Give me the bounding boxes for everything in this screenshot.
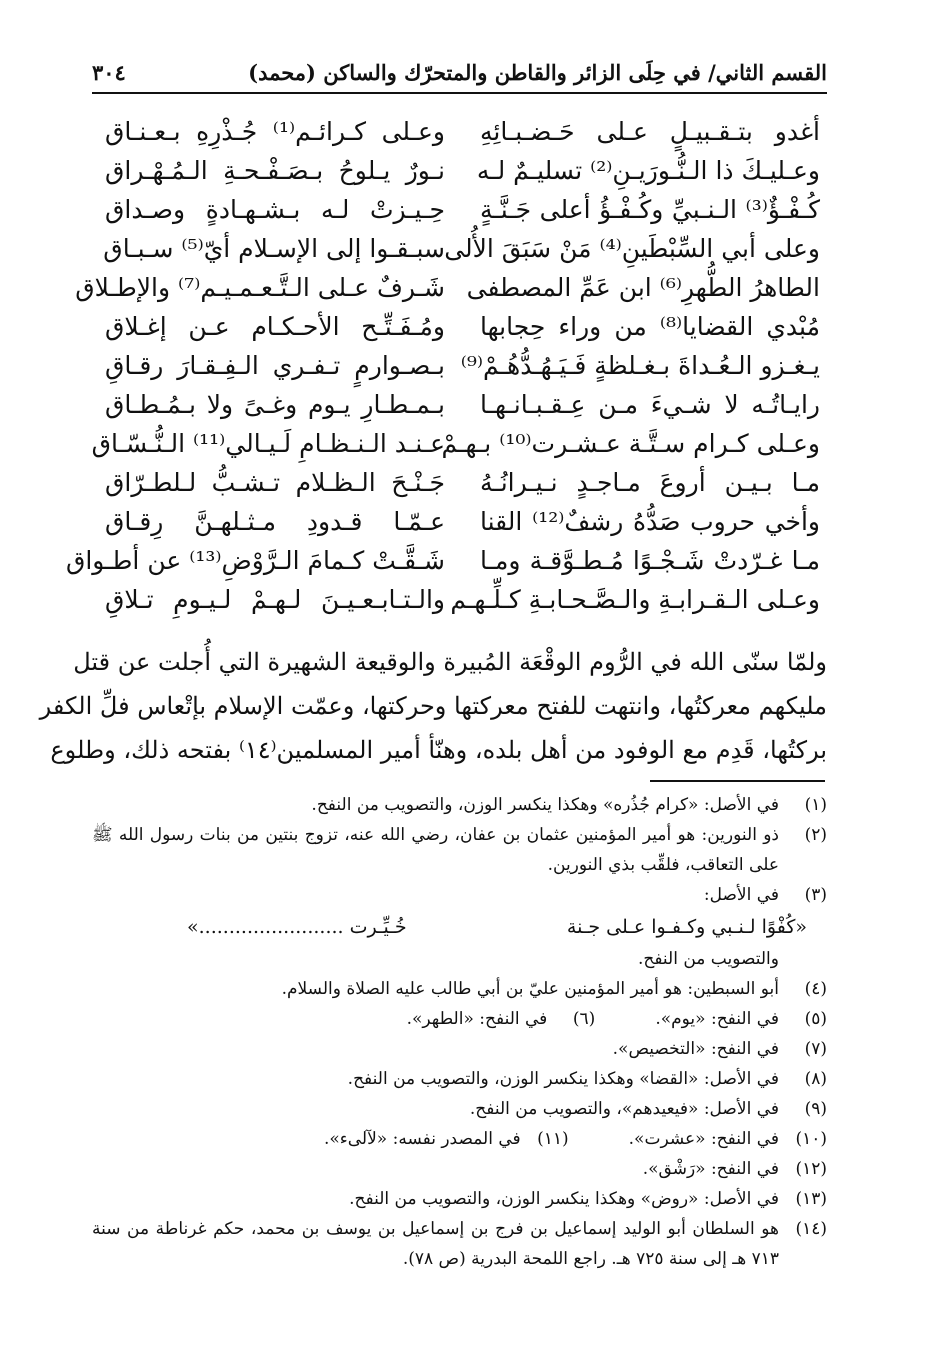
footnote-number: (٣) <box>804 885 827 905</box>
footnote <box>92 790 827 820</box>
footnote-verse-first: «كُفْوًا لـنـبي وكـفـوا عـلى جـنة <box>566 916 807 938</box>
first-hemistich: وعـلى كـرام سـتَّـة عـشـرت⁽¹⁰⁾ بـهـمْ <box>441 429 820 458</box>
verse-line <box>105 112 820 151</box>
footnote-number: (١) <box>804 795 827 815</box>
footnote-verse-second: خُـيِّـرت ........................» <box>187 916 407 938</box>
first-hemistich: أغدو بتـقـبيـلٍ عـلى حَـضـبـائِهِ <box>480 117 820 146</box>
verse-line <box>105 307 820 346</box>
second-hemistich: نـورٌ يـلوحُ بـصَـفْـحـةِ الـمُـهْـراق <box>105 156 445 185</box>
footnote <box>92 1064 827 1094</box>
footnotes <box>92 790 827 1274</box>
second-hemistich: جَـنْـحَ الـظـلام تـشـبُّ لـلطـرّاق <box>105 468 445 497</box>
footnote-text: ذو النورين: هو أمير المؤمنين عثمان بن عفان، رضي الله عنه، تزوج بنتين من بنات رسول الله ﷺ على التعاقب، فلقِّب بذي النورين. <box>92 825 779 875</box>
header-rule <box>92 92 827 94</box>
second-hemistich: شَـقَّـتْ كـمامَ الـرَّوْضِ⁽¹³⁾ عن أطـواق <box>65 546 445 575</box>
footnote <box>92 1214 827 1274</box>
verse-line <box>105 463 820 502</box>
footnote <box>92 1184 827 1214</box>
verse-line <box>105 151 820 190</box>
first-hemistich: الطاهرُ الطُّهرِ⁽⁶⁾ ابن عَمِّ المصطفى <box>466 273 820 302</box>
footnote-text: في النفح: «الطهر». <box>406 1009 548 1029</box>
first-hemistich: وعلى أبي السِّبْطَينِ⁽⁴⁾ مَنْ سَبَقَ الأُلى <box>444 234 820 263</box>
prose-line: بركتُها، قَدِم مع الوفود من أهل بلده، وهنّأ أمير المسلمين⁽١٤⁾ بفتحه ذلك، وطلوع <box>50 736 827 764</box>
first-hemistich: مـا غـرّدتْ شَـجْـوًا مُـطـوَّقـة ومـا <box>480 546 820 575</box>
first-hemistich: وعـليـكَ ذا الـنُّـورَيـنِ⁽²⁾ تسليـمٌ لـه <box>476 156 820 185</box>
poem <box>65 112 820 619</box>
footnote <box>92 880 827 910</box>
footnote-text: أبو السبطين: هو أمير المؤمنين عليّ بن أبي طالب عليه الصلاة والسلام. <box>281 979 779 999</box>
prose-line: ولمّا سنّى الله في الرُّوم الوقْعَة المُبيرة والوقيعة الشهيرة التي أُجلت عن قتل <box>73 648 827 676</box>
footnote-number: (٥) <box>804 1009 827 1029</box>
footnote-number: (٦) <box>572 1009 596 1029</box>
footnote-text: في النفح: «رَشْق». <box>642 1159 779 1179</box>
footnote-text: في الأصل: «فيعيدهم»، والتصويب من النفح. <box>469 1099 779 1119</box>
footnote-text: في الأصل: «كرام جُذُره» وهكذا ينكسر الوزن، والتصويب من النفح. <box>311 795 779 815</box>
page-header <box>92 52 827 92</box>
second-hemistich: شَـرفٌ عـلى الـتَّـعـمـيـم⁽⁷⁾ والإطـلاق <box>75 273 445 302</box>
footnote-pair <box>92 1004 827 1034</box>
prose-paragraph <box>39 640 827 772</box>
footnote-text: هو السلطان أبو الوليد إسماعيل بن فرج بن إسماعيل بن يوسف بن محمد، حكم غرناطة من سنة ٧١٣ هـ إلى سنة ٧٢٥ هـ. راجع اللمحة البدرية (ص ٧٨). <box>92 1219 779 1269</box>
footnote-verse <box>187 910 807 944</box>
first-hemistich: وعـلى الـقـرابـةِ والـصَّـحـابـةِ كـلِّـهـم <box>450 585 820 614</box>
footnote-text: في النفح: «عشرت». <box>628 1129 779 1149</box>
first-hemistich: كُـفْـؤٌ⁽³⁾ الـنـبيِّ وكُـفْـؤُ أعلى جَـنَّـةٍ <box>480 195 820 224</box>
verse-line <box>105 190 820 229</box>
verse-line <box>75 268 820 307</box>
verse-line <box>65 541 820 580</box>
footnote-pair <box>92 1124 827 1154</box>
first-hemistich: مُبْدي القضايا⁽⁸⁾ من وراء حِجابها <box>480 312 820 341</box>
footnote-number: (١٤) <box>795 1219 827 1239</box>
footnote-number: (٧) <box>804 1039 827 1059</box>
prose-line: مليكهم معركتُها، وانتهت للفتح معركتها وحركتها، وعمّت الإسلام بإتْعاس فلِّ الكفر <box>39 692 827 720</box>
second-hemistich: ومُـفَـتِّـح الأحـكـام عـن إغـلاق <box>105 312 445 341</box>
footnote <box>92 1154 827 1184</box>
footnote-number: (١٢) <box>795 1159 827 1179</box>
second-hemistich: عـنـد الـنـظـامِ لَـيـالي⁽¹¹⁾ الـنُّـسّـاق <box>91 429 445 458</box>
first-hemistich: مـا بـيـن أروعَ مـاجـدٍ نـيـرانُـهُ <box>480 468 820 497</box>
footnote-text: في الأصل: «القضا» وهكذا ينكسر الوزن، والتصويب من النفح. <box>347 1069 779 1089</box>
footnote <box>92 820 827 880</box>
first-hemistich: وأخي حروب صَدُّهُ رشفٌ⁽¹²⁾ القنا <box>480 507 820 536</box>
first-hemistich: يـغـزو الـعُـداةَ بـغـلظةٍ فَـيَـهُـدُّهُـمْ⁽⁹⁾ <box>460 351 820 380</box>
verse-line <box>105 502 820 541</box>
second-hemistich: وعـلى كـرائـم⁽¹⁾ جُـذْرِهِ بـعـنـاق <box>105 117 446 146</box>
verse-line <box>91 424 820 463</box>
footnote-number: (١٣) <box>795 1189 827 1209</box>
second-hemistich: بـمـطـارِ يـوم وغـىً ولا بـمُـطـاق <box>105 390 445 419</box>
footnote <box>92 1094 827 1124</box>
second-hemistich: حِـيـزتْ لـه بـشـهـادةٍ وصـداق <box>105 195 445 224</box>
footnote-text: في النفح: «التخصيص». <box>612 1039 779 1059</box>
footnote-separator <box>650 780 825 782</box>
footnote-number: (٢) <box>804 825 827 845</box>
footnote-number: (٩) <box>804 1099 827 1119</box>
footnote <box>92 974 827 1004</box>
page-number: ٣٠٤ <box>92 59 126 85</box>
second-hemistich: والـتـابـعـيـنَ لـهـمْ لـيـومِ تـلاقِ <box>105 585 445 614</box>
footnote-text: في الأصل: <box>703 885 779 905</box>
second-hemistich: عـمّـا قـدودِ مـثـلهـنَّ رِقـاق <box>105 507 445 536</box>
second-hemistich: سبـقـوا إلى الإسـلام أيّ⁽⁵⁾ سـبـاق <box>103 234 445 263</box>
footnote-text: في المصدر نفسه: «لآلىء». <box>323 1129 521 1149</box>
footnote-text: والتصويب من النفح. <box>637 949 779 969</box>
verse-line <box>105 580 820 619</box>
footnote-number: (١٠) <box>795 1129 827 1149</box>
second-hemistich: بـصـوارمٍ تـفـري الـفِـقـارَ رقـاقِ <box>105 351 445 380</box>
footnote-number: (٨) <box>804 1069 827 1089</box>
footnote-text: في النفح: «يوم». <box>655 1009 779 1029</box>
footnote-text: في الأصل: «روض» وهكذا ينكسر الوزن، والتصويب من النفح. <box>349 1189 779 1209</box>
running-title: القسم الثاني/ في حِلَى الزائر والقاطن والمتحرّك والساكن (محمد) <box>248 59 827 85</box>
footnote-number: (١١) <box>537 1129 569 1149</box>
footnote <box>92 1034 827 1064</box>
verse-line <box>105 385 820 424</box>
verse-line <box>105 229 820 268</box>
footnote-number: (٤) <box>804 979 827 999</box>
first-hemistich: رايـاتُـه لا شـيءَ مـن عِـقـبـانـهـا <box>480 390 820 419</box>
verse-line <box>105 346 820 385</box>
footnote-continuation <box>92 944 827 974</box>
